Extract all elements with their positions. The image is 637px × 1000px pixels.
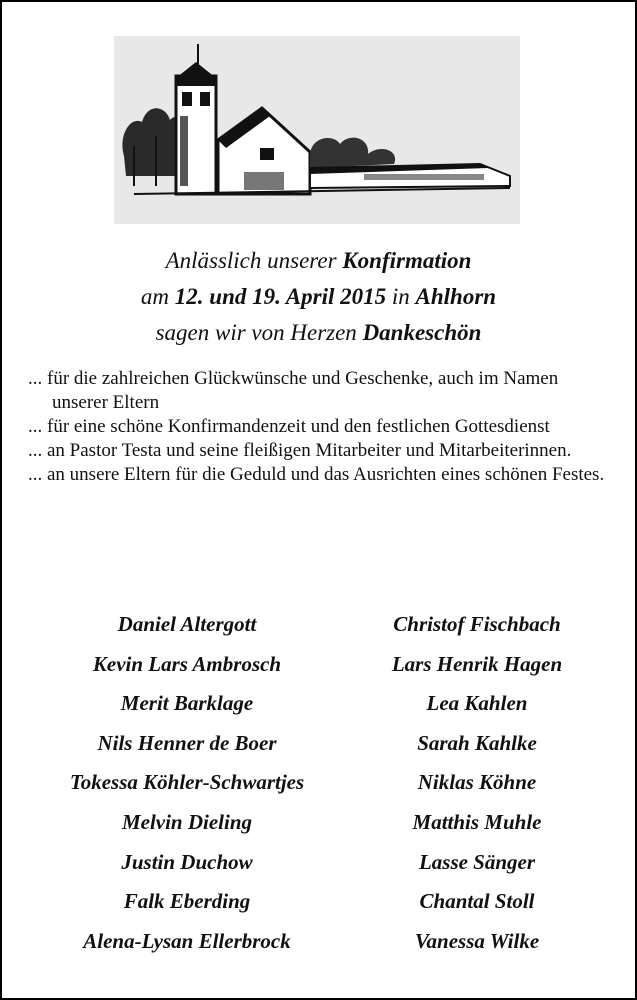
confirmand-name: Daniel Altergott [117, 612, 257, 636]
confirmand-name: Tokessa Köhler-Schwartjes [69, 770, 305, 795]
confirmand-name: Merit Barklage [120, 691, 254, 716]
confirmand-name: Justin Duchow [121, 849, 253, 874]
thanks-item: ... an Pastor Testa und seine fleißigen Mitarbeiter und Mitarbeiterinnen. [28, 440, 572, 461]
heading-dankeschoen: Dankeschön [362, 320, 482, 345]
confirmand-name: Lea Kahlen [426, 691, 528, 716]
confirmand-name: Melvin Dieling [121, 809, 253, 834]
church-illustration [114, 36, 520, 224]
names-left-column [22, 608, 352, 964]
confirmand-name: Niklas Köhne [417, 770, 537, 795]
heading-line-1 [2, 244, 635, 278]
heading-sagen: sagen wir von Herzen [155, 320, 357, 345]
confirmand-name: Falk Eberding [123, 889, 251, 914]
confirmand-name: Nils Henner de Boer [97, 730, 277, 755]
confirmand-name: Christof Fischbach [393, 612, 561, 636]
confirmand-name: Sarah Kahlke [417, 730, 537, 755]
heading-line-3 [2, 316, 635, 350]
heading-place: Ahlhorn [415, 284, 497, 309]
confirmand-name: Lars Henrik Hagen [391, 651, 563, 676]
confirmand-name: Chantal Stoll [419, 889, 535, 914]
heading-line-2 [2, 280, 635, 314]
confirmand-name: Kevin Lars Ambrosch [92, 651, 282, 676]
thanks-list [28, 367, 618, 487]
confirmand-name: Matthis Muhle [412, 809, 542, 834]
confirmand-name: Alena-Lysan Ellerbrock [83, 928, 291, 953]
heading-intro: Anlässlich unserer [165, 248, 337, 273]
heading-konfirmation: Konfirmation [342, 248, 472, 273]
heading-am: am [140, 284, 170, 309]
thanks-item: ... an unsere Eltern für die Geduld und das Ausrichten eines schönen Festes. [28, 464, 605, 485]
thanks-item: ... für die zahlreichen Glückwünsche und Geschenke, auch im Namen unserer Eltern [28, 368, 559, 413]
confirmand-name: Lasse Sänger [418, 849, 536, 874]
confirmand-name: Vanessa Wilke [414, 928, 540, 953]
heading-dates: 12. und 19. April 2015 [174, 284, 387, 309]
names-right-column [332, 608, 622, 964]
heading-in: in [391, 284, 410, 309]
thanks-item: ... für eine schöne Konfirmandenzeit und den festlichen Gottesdienst [28, 416, 550, 437]
